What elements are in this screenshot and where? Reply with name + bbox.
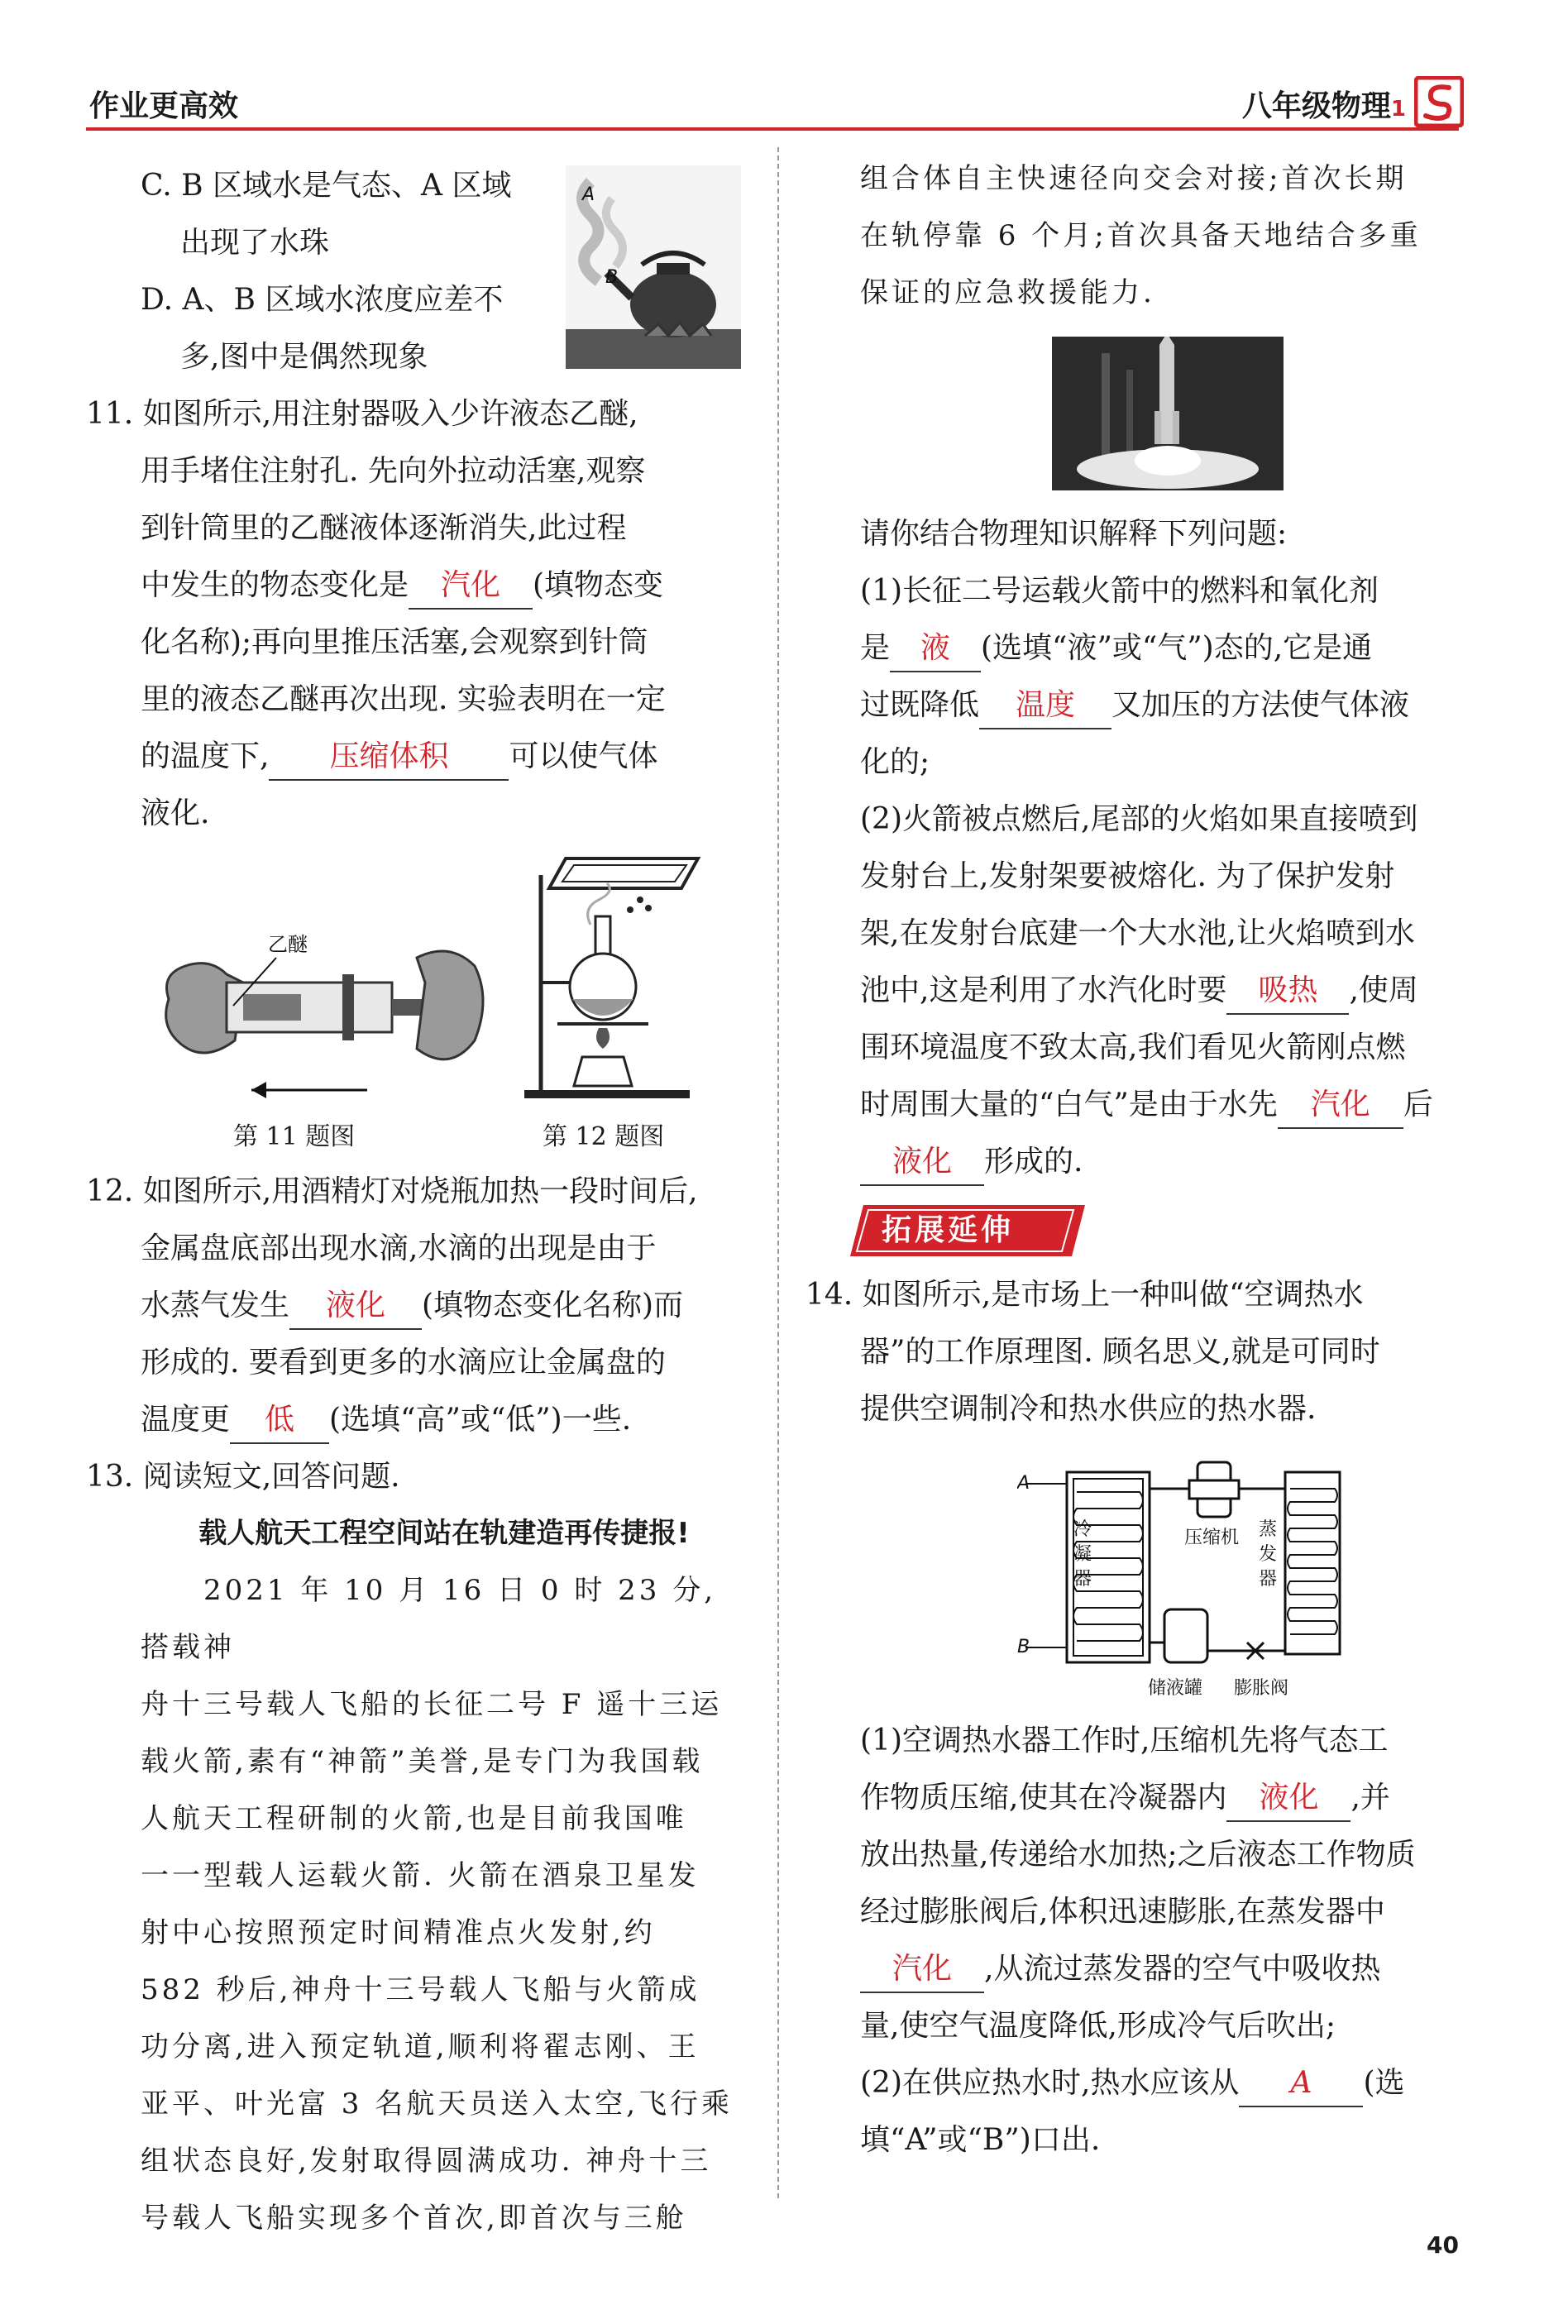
q13-sub2-line5: 围环境温度不致太高,我们看见火箭刚点燃 — [860, 1030, 1406, 1064]
q14-text: 作物质压缩,使其在冷凝器内 — [860, 1781, 1227, 1815]
q13-answer-4: 汽化 — [1278, 1083, 1403, 1129]
q13-text: ,使周 — [1349, 973, 1418, 1007]
header-right-title — [1242, 83, 1406, 125]
reading-line7: 582 秒后,神舟十三号载人飞船与火箭成 — [141, 1973, 700, 2006]
q13-sub2-line2: 发射台上,发射架要被熔化. 为了保护发射 — [860, 859, 1395, 893]
q14-sub2-line1 — [860, 2054, 1472, 2111]
header-rule — [86, 127, 1459, 131]
evaporator-char-1: 蒸 — [1259, 1519, 1278, 1540]
q11-text: 的温度下, — [141, 739, 270, 773]
q13-text: 又加压的方法使气体液 — [1111, 688, 1410, 722]
q11-text: (填物态变 — [533, 568, 664, 602]
q13-sub1-line2 — [860, 619, 1472, 677]
fig-label-b: B — [605, 267, 619, 288]
reading-line4: 人航天工程研制的火箭,也是目前我国唯 — [141, 1802, 687, 1835]
q14-text: ,并 — [1350, 1781, 1390, 1815]
q12-line3 — [86, 1277, 748, 1334]
q11-text: 中发生的物态变化是 — [141, 568, 409, 602]
figure-12-caption: 第 12 题图 — [543, 1122, 665, 1151]
reading-line13: 在轨停靠 6 个月;首次具备天地结合多重 — [860, 219, 1422, 252]
q13-sub1-line3 — [860, 677, 1472, 734]
q13-answer-1: 液 — [890, 626, 981, 672]
q11-answer-1: 汽化 — [409, 563, 533, 610]
q12-answer-1: 液化 — [289, 1284, 422, 1330]
q13-text: 时周围大量的“白气”是由于水先 — [860, 1088, 1278, 1121]
q11-line1: 11. 如图所示,用注射器吸入少许液态乙醚, — [86, 397, 638, 431]
reading-line3: 载火箭,素有“神箭”美誉,是专门为我国载 — [141, 1745, 704, 1778]
q12-line1: 12. 如图所示,用酒精灯对烧瓶加热一段时间后, — [86, 1174, 698, 1208]
publisher-logo-icon — [1414, 76, 1464, 127]
reading-line1: 2021 年 10 月 16 日 0 时 23 分,搭载神 — [141, 1574, 717, 1664]
evaporator-char-3: 器 — [1259, 1569, 1278, 1590]
reading-line2: 舟十三号载人飞船的长征二号 F 遥十三运 — [141, 1688, 723, 1721]
fig-label-a: A — [582, 184, 595, 205]
tank-label: 储液罐 — [1148, 1678, 1203, 1699]
q12-text: 水蒸气发生 — [141, 1289, 290, 1322]
diagram-label-b: B — [1017, 1637, 1030, 1657]
flask-heating-figure — [524, 842, 723, 1115]
q13-sub2-line6 — [860, 1076, 1472, 1133]
section-extension — [860, 1197, 1472, 1266]
reading-line14: 保证的应急救援能力. — [860, 276, 1155, 309]
q13-sub2-line1: (2)火箭被点燃后,尾部的火焰如果直接喷到 — [860, 802, 1418, 836]
q12-line4: 形成的. 要看到更多的水滴应让金属盘的 — [141, 1346, 666, 1380]
reading-line8: 功分离,进入预定轨道,顺利将翟志刚、王 — [141, 2030, 700, 2063]
q14-sub2-line2: 填“A”或“B”)口出. — [860, 2123, 1101, 2157]
q12-text: (填物态变化名称)而 — [422, 1289, 684, 1322]
fig-label-ether: 乙醚 — [268, 933, 308, 956]
q13-text: 池中,这是利用了水汽化时要 — [860, 973, 1227, 1007]
column-divider — [777, 147, 779, 2198]
reading-line6: 射中心按照预定时间精准点火发射,约 — [141, 1916, 656, 1949]
q14-answer-3: A — [1239, 2061, 1363, 2107]
q14-text: (2)在供应热水时,热水应该从 — [860, 2066, 1240, 2100]
page-number: 40 — [1427, 2231, 1459, 2259]
q10-option-c-line1: C. B 区域水是气态、A 区域 — [141, 169, 512, 203]
q14-text: ,从流过蒸发器的空气中吸收热 — [984, 1952, 1381, 1986]
q14-sub1-line1: (1)空调热水器工作时,压缩机先将气态工 — [860, 1724, 1389, 1757]
header-left-title: 作业更高效 — [89, 89, 239, 123]
q12-text: 温度更 — [141, 1403, 231, 1437]
q13-answer-2: 温度 — [979, 683, 1111, 729]
rocket-launch-photo — [1052, 337, 1284, 490]
q13-answer-3: 吸热 — [1226, 968, 1349, 1015]
q11-line7 — [86, 728, 748, 785]
reading-line12: 组合体自主快速径向交会对接;首次长期 — [860, 162, 1408, 195]
q11-text: 可以使气体 — [509, 739, 658, 773]
q12-answer-2: 低 — [230, 1398, 329, 1444]
q13-sub1-line1: (1)长征二号运载火箭中的燃料和氧化剂 — [860, 574, 1379, 608]
q14-answer-2: 汽化 — [860, 1947, 984, 1993]
q13-text: 是 — [860, 631, 891, 665]
q14-line3: 提供空调制冷和热水供应的热水器. — [860, 1392, 1317, 1426]
q13-text: 后 — [1403, 1088, 1433, 1121]
q12-line5 — [86, 1391, 748, 1448]
kettle-steam-figure — [566, 165, 741, 369]
section-label: 拓展延伸 — [882, 1213, 1015, 1247]
q10-option-c-line2: 出现了水珠 — [180, 226, 330, 260]
q13-sub1-line4: 化的; — [860, 745, 930, 779]
q14-line1: 14. 如图所示,是市场上一种叫做“空调热水 — [806, 1278, 1364, 1312]
q11-answer-2: 压缩体积 — [269, 734, 509, 781]
q13-ask: 请你结合物理知识解释下列问题: — [860, 517, 1288, 551]
header-subject: 八年级物理 — [1241, 89, 1391, 123]
q13-answer-5: 液化 — [860, 1140, 984, 1186]
reading-line10: 组状态良好,发射取得圆满成功. 神舟十三 — [141, 2145, 712, 2178]
q13-text: 过既降低 — [860, 688, 980, 722]
q14-line2: 器”的工作原理图. 顾名思义,就是可同时 — [860, 1335, 1380, 1369]
valve-label: 膨胀阀 — [1234, 1678, 1289, 1699]
q14-sub1-line3: 放出热量,传递给水加热;之后液态工作物质 — [860, 1838, 1416, 1872]
reading-title: 载人航天工程空间站在轨建造再传捷报! — [198, 1517, 690, 1550]
q14-text: (选 — [1363, 2066, 1405, 2100]
syringe-figure — [152, 908, 500, 1107]
q13-sub2-line3: 架,在发射台底建一个大水池,让火焰喷到水 — [860, 916, 1415, 950]
compressor-label: 压缩机 — [1184, 1528, 1240, 1548]
left-column — [86, 157, 748, 2247]
q14-answer-1: 液化 — [1226, 1776, 1350, 1822]
heat-pump-diagram — [1017, 1456, 1348, 1704]
q13-text: (选填“液”或“气”)态的,它是通 — [981, 631, 1373, 665]
q12-text: (选填“高”或“低”)一些. — [329, 1403, 632, 1437]
q11-line5: 化名称);再向里推压活塞,会观察到针筒 — [141, 625, 648, 659]
condenser-char-3: 器 — [1073, 1569, 1092, 1590]
q11-line2: 用手堵住注射孔. 先向外拉动活塞,观察 — [141, 454, 646, 488]
q14-sub1-line4: 经过膨胀阀后,体积迅速膨胀,在蒸发器中 — [860, 1895, 1385, 1929]
figures-11-12 — [86, 842, 748, 1163]
q11-line4 — [86, 557, 748, 614]
condenser-char-2: 凝 — [1073, 1544, 1092, 1565]
reading-line11: 号载人飞船实现多个首次,即首次与三舱 — [141, 2202, 687, 2235]
q10-option-d-line1: D. A、B 区域水浓度应差不 — [141, 283, 504, 317]
q10-options — [86, 157, 748, 385]
q12-line2: 金属盘底部出现水滴,水滴的出现是由于 — [141, 1231, 657, 1265]
q14-sub1-line5 — [860, 1940, 1472, 1997]
diagram-label-a: A — [1017, 1473, 1030, 1494]
right-column — [806, 151, 1472, 2169]
reading-line5: 一一型载人运载火箭. 火箭在酒泉卫星发 — [141, 1859, 700, 1892]
q14-sub1-line6: 量,使空气温度降低,形成冷气后吹出; — [860, 2009, 1336, 2043]
condenser-char-1: 冷 — [1073, 1519, 1092, 1540]
q11-line3: 到针筒里的乙醚液体逐渐消失,此过程 — [141, 511, 627, 545]
q13-sub2-line4 — [860, 962, 1472, 1019]
q11-line6: 里的液态乙醚再次出现. 实验表明在一定 — [141, 682, 666, 716]
q13-sub2-line7 — [860, 1133, 1472, 1190]
figure-11-caption: 第 11 题图 — [233, 1122, 356, 1151]
q13-text: 形成的. — [984, 1145, 1083, 1179]
q11-line8: 液化. — [141, 796, 210, 830]
header-volume: 1 — [1390, 97, 1406, 122]
q13-line1: 13. 阅读短文,回答问题. — [86, 1460, 400, 1494]
q10-option-d-line2: 多,图中是偶然现象 — [180, 340, 428, 374]
reading-line9: 亚平、叶光富 3 名航天员送入太空,飞行乘 — [141, 2087, 734, 2121]
q14-sub1-line2 — [860, 1769, 1472, 1826]
evaporator-char-2: 发 — [1259, 1544, 1278, 1565]
